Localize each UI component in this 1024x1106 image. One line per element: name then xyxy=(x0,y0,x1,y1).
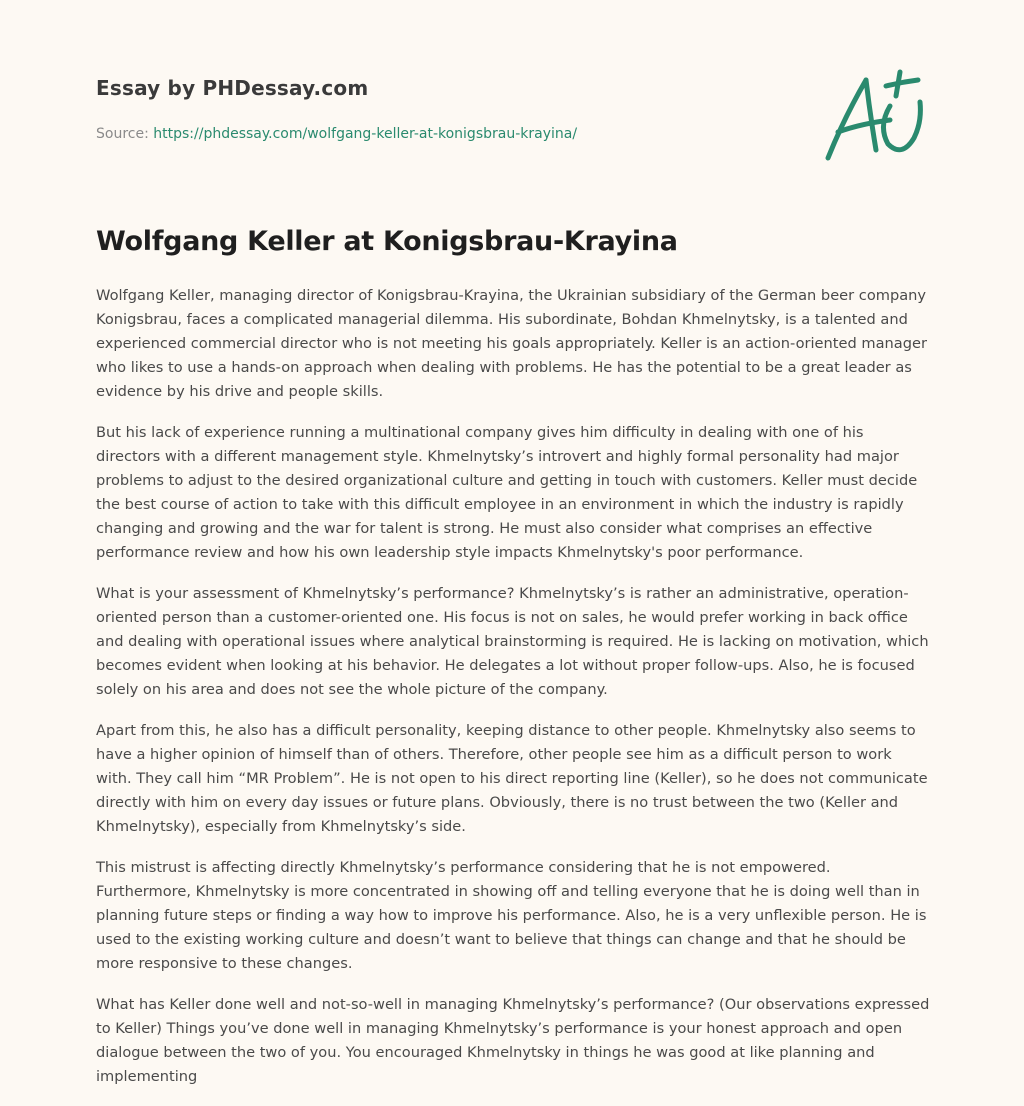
essay-body xyxy=(96,284,930,1106)
essay-paragraph: What is your assessment of Khmelnytsky’s performance? Khmelnytsky’s is rather an administrative, operation-oriented person than a customer-oriented one. His focus is not on sales, he would prefer working in back office and dealing with operational issues where analytical brainstorming is required. He is lacking on motivation, which becomes evident when looking at his behavior. He delegates a lot without proper follow-ups. Also, he is focused solely on his area and does not see the whole picture of the company. xyxy=(96,585,929,698)
essay-title: Wolfgang Keller at Konigsbrau-Krayina xyxy=(96,226,678,257)
source-link[interactable]: https://phdessay.com/wolfgang-keller-at-konigsbrau-krayina/ xyxy=(153,126,578,142)
source-line xyxy=(96,126,796,142)
essay-paragraph: Wolfgang Keller, managing director of Konigsbrau-Krayina, the Ukrainian subsidiary of the German beer company Konigsbrau, faces a complicated managerial dilemma. His subordinate, Bohdan Khmelnytsky, is a talented and experienced commercial director who is not meeting his goals appropriately. Keller is an action-oriented manager who likes to use a hands-on approach when dealing with problems. He has the potential to be a great leader as evidence by his drive and people skills. xyxy=(96,287,927,400)
essay-paragraph: Apart from this, he also has a difficult personality, keeping distance to other people. Khmelnytsky also seems to have a higher opinion of himself than of others. Therefore, other people see him as a difficult person to work with. They call him “MR Problem”. He is not open to his direct reporting line (Keller), so he does not communicate directly with him on every day issues or future plans. Obviously, there is no trust between the two (Keller and Khmelnytsky), especially from Khmelnytsky’s side. xyxy=(96,722,928,835)
essay-paragraph: What has Keller done well and not-so-well in managing Khmelnytsky’s performance? (Our observations expressed to Keller) Things you’ve done well in managing Khmelnytsky’s performance is your honest approach and open dialogue between the two of you. You encouraged Khmelnytsky in things he was good at like planning and implementing xyxy=(96,996,930,1085)
essay-header xyxy=(96,76,796,142)
essay-paragraph: This mistrust is affecting directly Khmelnytsky’s performance considering that he is not empowered. Furthermore, Khmelnytsky is more concentrated in showing off and telling everyone that he is doing well than in planning future steps or finding a way how to improve his performance. Also, he is a very unflexible person. He is used to the existing working culture and doesn’t want to believe that things can change and that he should be more responsive to these changes. xyxy=(96,859,927,972)
site-brand: Essay by PHDessay.com xyxy=(96,76,369,100)
essay-paragraph: But his lack of experience running a multinational company gives him difficulty in dealing with one of his directors with a different management style. Khmelnytsky’s introvert and highly formal personality had major problems to adjust to the desired organizational culture and getting in touch with customers. Keller must decide the best course of action to take with this difficult employee in an environment in which the industry is rapidly changing and growing and the war for talent is strong. He must also consider what comprises an effective performance review and how his own leadership style impacts Khmelnytsky's poor performance. xyxy=(96,424,918,561)
a-plus-logo-icon xyxy=(818,66,930,166)
source-label: Source: xyxy=(96,126,154,142)
